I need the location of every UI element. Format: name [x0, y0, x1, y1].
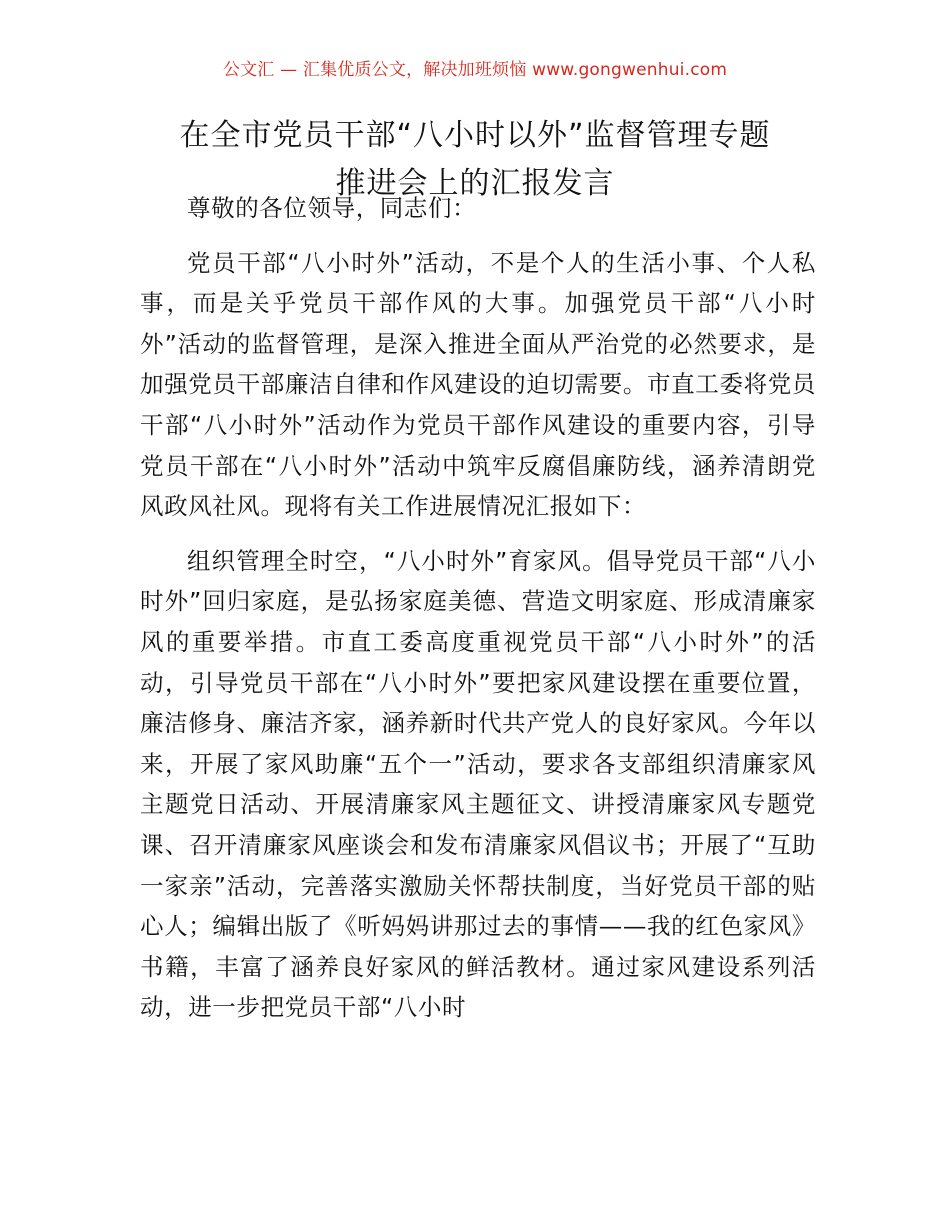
title-line-2: 推进会上的汇报发言 [335, 166, 615, 201]
title-line-1: 在全市党员干部“八小时以外”监督管理专题 [179, 118, 771, 153]
salutation: 尊敬的各位领导，同志们： [187, 194, 477, 222]
paragraph-family-style: 组织管理全时空，“八小时外”育家风。倡导党员干部“八小时外”回归家庭，是弘扬家庭美德、营造文明家庭、形成清廉家风的重要举措。市直工委高度重视党员干部“八小时外”的活动，引导党员干部在“八小时外”要把家风建设摆在重要位置，廉洁修身、廉洁齐家，涵养新时代共产党人的良好家风。今年以来，开展了家风助廉“五个一”活动，要求各支部组织清廉家风主题党日活动、开展清廉家风主题征文、讲授清廉家风专题党课、召开清廉家风座谈会和发布清廉家风倡议书；开展了“互助一家亲”活动，完善落实激励关怀帮扶制度，当好党员干部的贴心人；编辑出版了《听妈妈讲那过去的事情——我的红色家风》书籍，丰富了涵养良好家风的鲜活教材。通过家风建设系列活动，进一步把党员干部“八小时 [140, 546, 816, 1022]
site-header-banner[interactable]: 公文汇 — 汇集优质公文，解决加班烦恼 www.gongwenhui.com [222, 60, 728, 80]
document-body [140, 188, 816, 1042]
paragraph-intro: 党员干部“八小时外”活动，不是个人的生活小事、个人私事，而是关乎党员干部作风的大事。加强党员干部“八小时外”活动的监督管理，是深入推进全面从严治党的必然要求，是加强党员干部廉洁自律和作风建设的迫切需要。市直工委将党员干部“八小时外”活动作为党员干部作风建设的重要内容，引导党员干部在“八小时外”活动中筑牢反腐倡廉防线，涵养清朗党风政风社风。现将有关工作进展情况汇报如下： [140, 248, 816, 521]
